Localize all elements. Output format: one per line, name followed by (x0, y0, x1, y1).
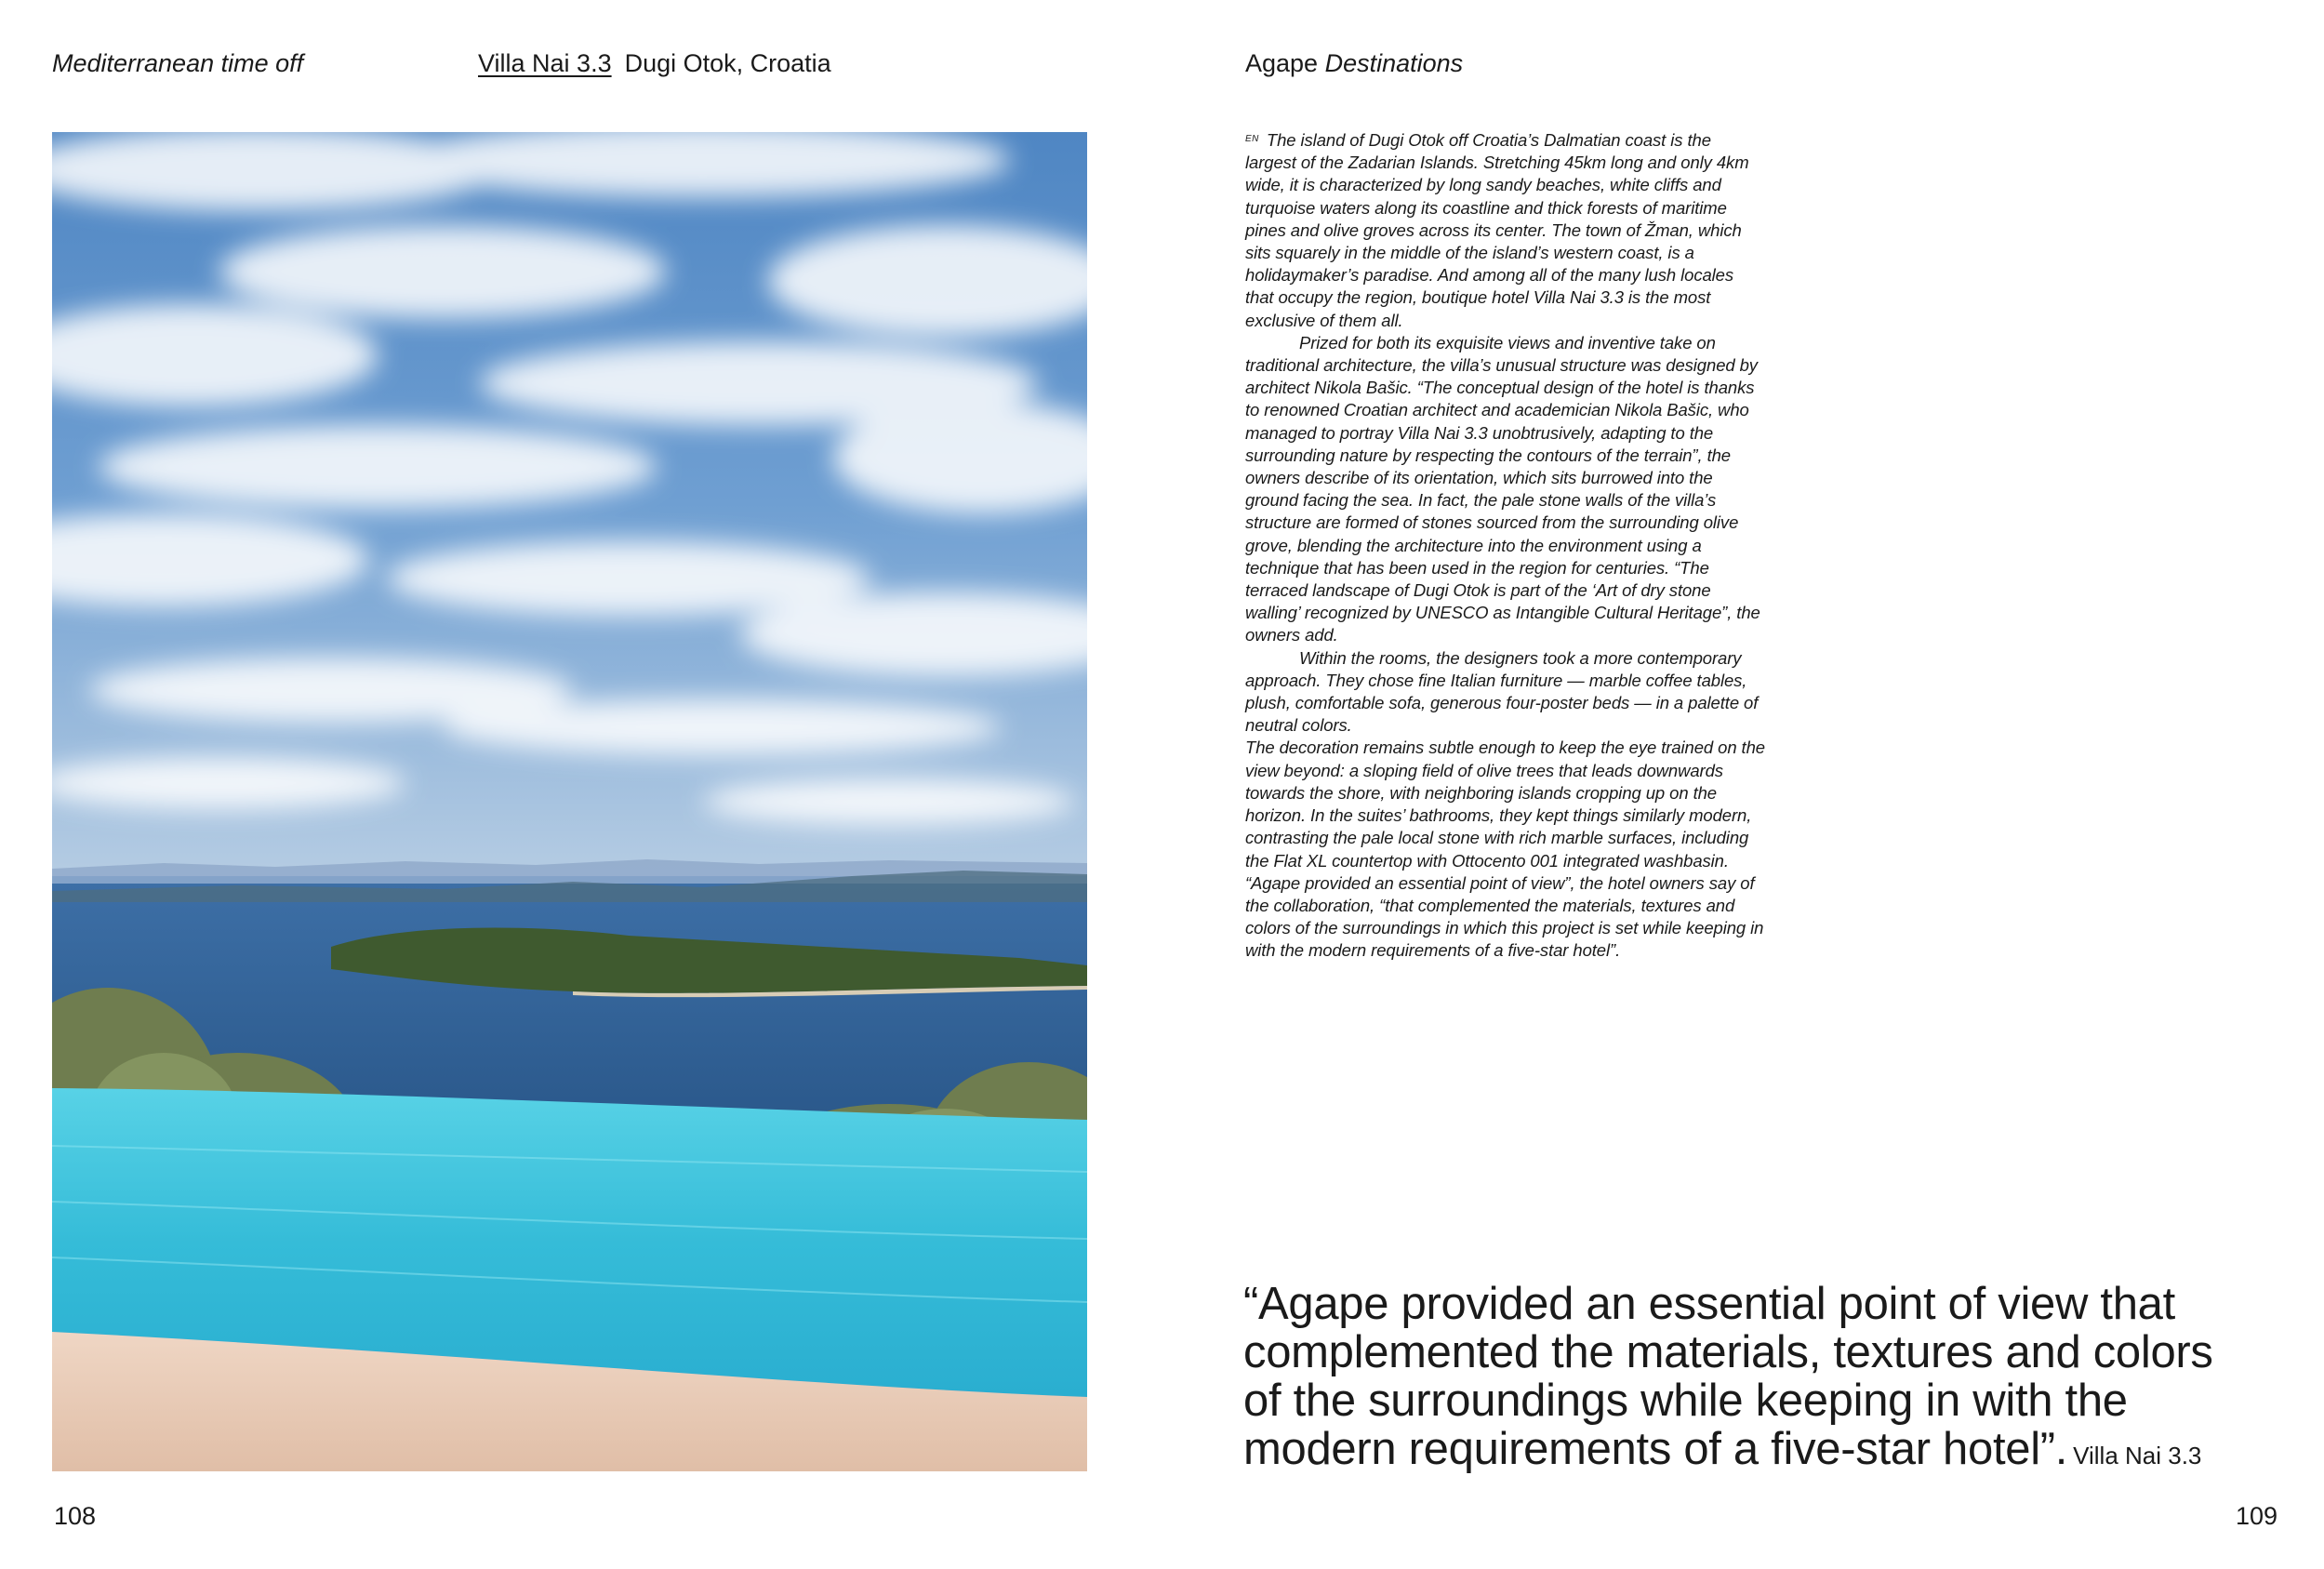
villa-location: Dugi Otok, Croatia (624, 49, 831, 77)
section-title: Mediterranean time off (52, 49, 304, 77)
article-paragraph (1245, 128, 1766, 332)
article-paragraph: The decoration remains subtle enough to keep the eye trained on the view beyond: a sloping field of olive trees that leads downwards towards the shore, with neighboring islands cropping up on the horizon. In the suites’ bathrooms, they kept things similarly modern, contrasting the pale local stone with rich marble surfaces, including the Flat XL countertop with Ottocento 001 integrated washbasin. “Agape provided an essential point of view”, the hotel owners say of the collaboration, “that complemented the materials, textures and colors of the surroundings in which this project is set while keeping in with the modern requirements of a five-star hotel”. (1245, 738, 1765, 961)
page-number-left: 108 (54, 1502, 97, 1530)
landscape-illustration (52, 132, 1087, 1471)
paragraph-text: The island of Dugi Otok off Croatia’s Dalmatian coast is the largest of the Zadarian Islands. Stretching 45km long and only 4km wide, it is characterized by long sandy beaches, white cliffs and turquoise waters along its coastline and thick forests of maritime pines and olive groves across its center. The town of Žman, which sits squarely in the middle of the island’s western coast, is a holidaymaker’s paradise. And among all of the many lush locales that occupy the region, boutique hotel Villa Nai 3.3 is the most exclusive of them all. (1245, 130, 1749, 330)
series-name: Destinations (1324, 49, 1464, 77)
page-number-right: 109 (2236, 1502, 2278, 1530)
brand-name: Agape (1245, 49, 1319, 77)
article-paragraph: Prized for both its exquisite views and inventive take on traditional architecture, the villa’s unusual structure was designed by architect Nikola Bašic. “The conceptual design of the hotel is thanks to renowned Croatian architect and academician Nikola Bašic, who managed to portray Villa Nai 3.3 unobtrusively, adapting to the surrounding nature by respecting the contours of the terrain”, the owners describe of its orientation, which sits burrowed into the ground facing the sea. In fact, the pale stone walls of the villa’s structure are formed of stones sourced from the surrounding olive grove, blending the architecture into the environment using a technique that has been used in the region for centuries. “The terraced landscape of Dugi Otok is part of the ‘Art of dry stone walling’ recognized by UNESCO as Intangible Cultural Heritage”, the owners add. (1245, 332, 1760, 645)
language-tag: EN (1245, 134, 1259, 144)
series-header (1245, 47, 1463, 80)
article-body (1245, 128, 1766, 963)
villa-header (478, 47, 831, 80)
villa-pool-photo (52, 132, 1087, 1471)
pull-quote-text: “Agape provided an essential point of view that complemented the materials, textures and colors of the surroundings while keeping in with the modern requirements of a five-star hotel”. (1243, 1279, 2213, 1474)
article-paragraph: Within the rooms, the designers took a more contemporary approach. They chose fine Italian furniture — marble coffee tables, plush, comfortable sofa, generous four-poster beds — in a palette of neutral colors. (1245, 647, 1759, 736)
pull-quote (1243, 1280, 2248, 1480)
pull-quote-attribution: Villa Nai 3.3 (2073, 1442, 2202, 1469)
villa-name-link[interactable]: Villa Nai 3.3 (478, 49, 612, 77)
